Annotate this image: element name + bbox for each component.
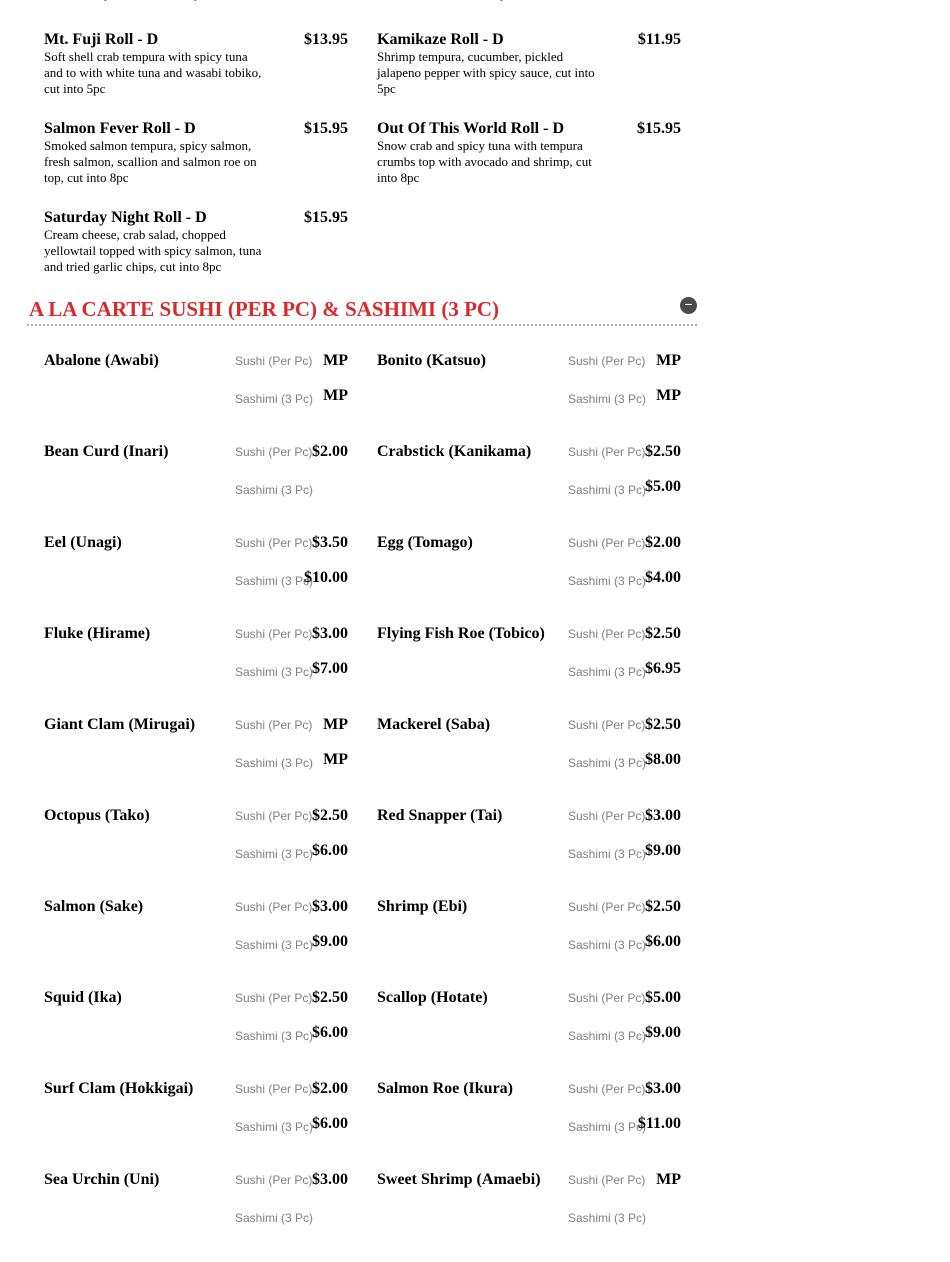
sushi-item[interactable] xyxy=(377,534,681,625)
roll-description: Shrimp tempura, cucumber, pickled jalapeno pepper with spicy sauce, cut into 5pc xyxy=(377,49,595,96)
sushi-item[interactable] xyxy=(44,716,348,807)
sushi-price: MP xyxy=(656,352,681,369)
sashimi-3pc-label: Sashimi (3 Pc) xyxy=(235,392,314,406)
sushi-price: MP xyxy=(323,716,348,733)
sushi-name: Abalone (Awabi) xyxy=(44,352,159,369)
sashimi-price: $9.00 xyxy=(312,933,348,950)
sashimi-3pc-label: Sashimi (3 Pc) xyxy=(568,1120,647,1134)
sushi-per-pc-label: Sushi (Per Pc) xyxy=(568,627,646,641)
sashimi-3pc-label: Sashimi (3 Pc) xyxy=(235,938,314,952)
sushi-price: $2.00 xyxy=(312,1080,348,1097)
sushi-price: MP xyxy=(323,352,348,369)
sushi-price: $2.50 xyxy=(645,898,681,915)
sushi-price: $3.50 xyxy=(312,534,348,551)
sushi-per-pc-label: Sushi (Per Pc) xyxy=(235,991,313,1005)
roll-description xyxy=(44,0,266,2)
sushi-item[interactable] xyxy=(44,443,348,534)
sushi-per-pc-label: Sushi (Per Pc) xyxy=(568,809,646,823)
sashimi-price: MP xyxy=(323,751,348,768)
sushi-item[interactable] xyxy=(377,1171,681,1262)
sashimi-3pc-label: Sashimi (3 Pc) xyxy=(235,756,314,770)
sushi-per-pc-label: Sushi (Per Pc) xyxy=(235,809,313,823)
sushi-price: $2.50 xyxy=(312,807,348,824)
sushi-item[interactable] xyxy=(377,352,681,443)
sushi-per-pc-label: Sushi (Per Pc) xyxy=(568,1173,646,1187)
sushi-name: Crabstick (Kanikama) xyxy=(377,443,532,460)
sushi-price: $5.00 xyxy=(645,989,681,1006)
roll-name: Out Of This World Roll - D xyxy=(377,120,564,137)
sushi-per-pc-label: Sushi (Per Pc) xyxy=(568,991,646,1005)
sushi-name: Bonito (Katsuo) xyxy=(377,352,486,369)
sushi-name: Scallop (Hotate) xyxy=(377,989,488,1006)
sashimi-price: $8.00 xyxy=(645,751,681,768)
sushi-name: Sea Urchin (Uni) xyxy=(44,1171,160,1188)
sushi-name: Fluke (Hirame) xyxy=(44,625,151,642)
sushi-per-pc-label: Sushi (Per Pc) xyxy=(235,1173,313,1187)
sushi-item[interactable] xyxy=(44,898,348,989)
sashimi-3pc-label: Sashimi (3 Pc) xyxy=(568,756,647,770)
sashimi-3pc-label: Sashimi (3 Pc) xyxy=(235,483,314,497)
sushi-per-pc-label: Sushi (Per Pc) xyxy=(235,354,313,368)
sashimi-price: $10.00 xyxy=(304,569,348,586)
sashimi-3pc-label: Sashimi (3 Pc) xyxy=(568,1029,647,1043)
sushi-per-pc-label: Sushi (Per Pc) xyxy=(568,900,646,914)
sushi-item[interactable] xyxy=(44,1171,348,1262)
sashimi-price: $4.00 xyxy=(645,569,681,586)
sashimi-price: $6.00 xyxy=(312,842,348,859)
sushi-name: Mackerel (Saba) xyxy=(377,716,491,733)
sushi-name: Octopus (Tako) xyxy=(44,807,150,824)
section-divider xyxy=(27,324,697,326)
sashimi-3pc-label: Sashimi (3 Pc) xyxy=(568,392,647,406)
roll-name: Kamikaze Roll - D xyxy=(377,31,504,48)
roll-name: Mt. Fuji Roll - D xyxy=(44,31,159,48)
sushi-per-pc-label: Sushi (Per Pc) xyxy=(568,354,646,368)
sashimi-3pc-label: Sashimi (3 Pc) xyxy=(568,847,647,861)
sashimi-price: $11.00 xyxy=(637,1115,681,1132)
roll-price: $15.95 xyxy=(304,209,348,226)
sushi-item[interactable] xyxy=(377,807,681,898)
sushi-price: $2.00 xyxy=(312,443,348,460)
sushi-item[interactable] xyxy=(44,534,348,625)
sushi-item[interactable] xyxy=(44,807,348,898)
sushi-name: Flying Fish Roe (Tobico) xyxy=(377,625,545,642)
sushi-name: Bean Curd (Inari) xyxy=(44,443,169,460)
sashimi-price: $6.00 xyxy=(312,1115,348,1132)
roll-price: $11.95 xyxy=(637,31,681,48)
sashimi-price: $6.95 xyxy=(645,660,681,677)
roll-description: Soft shell crab tempura with spicy tuna and to with white tuna and wasabi tobiko, cut into 5pc xyxy=(44,49,262,96)
sushi-item[interactable] xyxy=(377,716,681,807)
sashimi-price: $7.00 xyxy=(312,660,348,677)
sushi-per-pc-label: Sushi (Per Pc) xyxy=(568,1082,646,1096)
sushi-price: $2.50 xyxy=(312,989,348,1006)
sushi-item[interactable] xyxy=(377,625,681,716)
sushi-per-pc-label: Sushi (Per Pc) xyxy=(568,718,646,732)
roll-description: Cream cheese, crab salad, chopped yellowtail topped with spicy salmon, tuna and tried garlic chips, cut into 8pc xyxy=(44,227,262,274)
sushi-per-pc-label: Sushi (Per Pc) xyxy=(235,536,313,550)
sushi-item[interactable] xyxy=(377,898,681,989)
sushi-per-pc-label: Sushi (Per Pc) xyxy=(568,445,646,459)
sushi-name: Giant Clam (Mirugai) xyxy=(44,716,196,733)
sushi-price: $3.00 xyxy=(312,625,348,642)
sashimi-3pc-label: Sashimi (3 Pc) xyxy=(235,1211,314,1225)
sushi-per-pc-label: Sushi (Per Pc) xyxy=(235,445,313,459)
sashimi-3pc-label: Sashimi (3 Pc) xyxy=(235,847,314,861)
roll-description: Snow crab and spicy tuna with tempura crumbs top with avocado and shrimp, cut into 8pc xyxy=(377,138,592,185)
roll-name: Saturday Night Roll - D xyxy=(44,209,207,226)
sushi-per-pc-label: Sushi (Per Pc) xyxy=(235,627,313,641)
sushi-name: Eel (Unagi) xyxy=(44,534,122,551)
sashimi-3pc-label: Sashimi (3 Pc) xyxy=(235,1029,314,1043)
sashimi-price: $9.00 xyxy=(645,1024,681,1041)
sushi-per-pc-label: Sushi (Per Pc) xyxy=(235,900,313,914)
roll-description: Smoked salmon tempura, spicy salmon, fresh salmon, scallion and salmon roe on top, cut into 8pc xyxy=(44,138,257,185)
sushi-price: $2.50 xyxy=(645,443,681,460)
sushi-price: $3.00 xyxy=(312,1171,348,1188)
sashimi-price: MP xyxy=(323,387,348,404)
sushi-name: Egg (Tomago) xyxy=(377,534,473,551)
roll-name: Salmon Fever Roll - D xyxy=(44,120,196,137)
roll-price: $15.95 xyxy=(304,120,348,137)
sushi-price: $2.50 xyxy=(645,625,681,642)
roll-price: $13.95 xyxy=(304,31,348,48)
sashimi-3pc-label: Sashimi (3 Pc) xyxy=(235,1120,314,1134)
sashimi-3pc-label: Sashimi (3 Pc) xyxy=(235,574,314,588)
sushi-per-pc-label: Sushi (Per Pc) xyxy=(235,1082,313,1096)
sashimi-price: $6.00 xyxy=(645,933,681,950)
section-title: A LA CARTE SUSHI (PER PC) & SASHIMI (3 PC) xyxy=(29,297,500,321)
sushi-price: $3.00 xyxy=(312,898,348,915)
sushi-price: $2.50 xyxy=(645,716,681,733)
sashimi-3pc-label: Sashimi (3 Pc) xyxy=(568,938,647,952)
sashimi-3pc-label: Sashimi (3 Pc) xyxy=(568,665,647,679)
sushi-item[interactable] xyxy=(377,989,681,1080)
sushi-price: $3.00 xyxy=(645,807,681,824)
roll-price: $15.95 xyxy=(637,120,681,137)
sushi-name: Red Snapper (Tai) xyxy=(377,807,503,824)
sushi-per-pc-label: Sushi (Per Pc) xyxy=(235,718,313,732)
sashimi-3pc-label: Sashimi (3 Pc) xyxy=(568,574,647,588)
sashimi-price: $5.00 xyxy=(645,478,681,495)
sushi-name: Surf Clam (Hokkigai) xyxy=(44,1080,194,1097)
sushi-price: $2.00 xyxy=(645,534,681,551)
sashimi-price: $9.00 xyxy=(645,842,681,859)
sashimi-3pc-label: Sashimi (3 Pc) xyxy=(568,1211,647,1225)
sashimi-3pc-label: Sashimi (3 Pc) xyxy=(568,483,647,497)
sushi-item[interactable] xyxy=(44,989,348,1080)
sushi-item[interactable] xyxy=(44,625,348,716)
sushi-name: Salmon (Sake) xyxy=(44,898,144,915)
sushi-item[interactable] xyxy=(377,443,681,534)
sashimi-price: $6.00 xyxy=(312,1024,348,1041)
sushi-price: MP xyxy=(656,1171,681,1188)
sushi-price: $3.00 xyxy=(645,1080,681,1097)
roll-description xyxy=(377,0,599,2)
sushi-name: Sweet Shrimp (Amaebi) xyxy=(377,1171,541,1188)
sushi-item[interactable] xyxy=(44,1080,348,1171)
sashimi-price: MP xyxy=(656,387,681,404)
collapse-section-icon[interactable]: − xyxy=(680,297,697,314)
sushi-name: Shrimp (Ebi) xyxy=(377,898,468,915)
sushi-name: Salmon Roe (Ikura) xyxy=(377,1080,514,1097)
sashimi-3pc-label: Sashimi (3 Pc) xyxy=(235,665,314,679)
sushi-name: Squid (Ika) xyxy=(44,989,122,1006)
sushi-per-pc-label: Sushi (Per Pc) xyxy=(568,536,646,550)
sushi-item[interactable] xyxy=(44,352,348,443)
sushi-item[interactable] xyxy=(377,1080,681,1171)
